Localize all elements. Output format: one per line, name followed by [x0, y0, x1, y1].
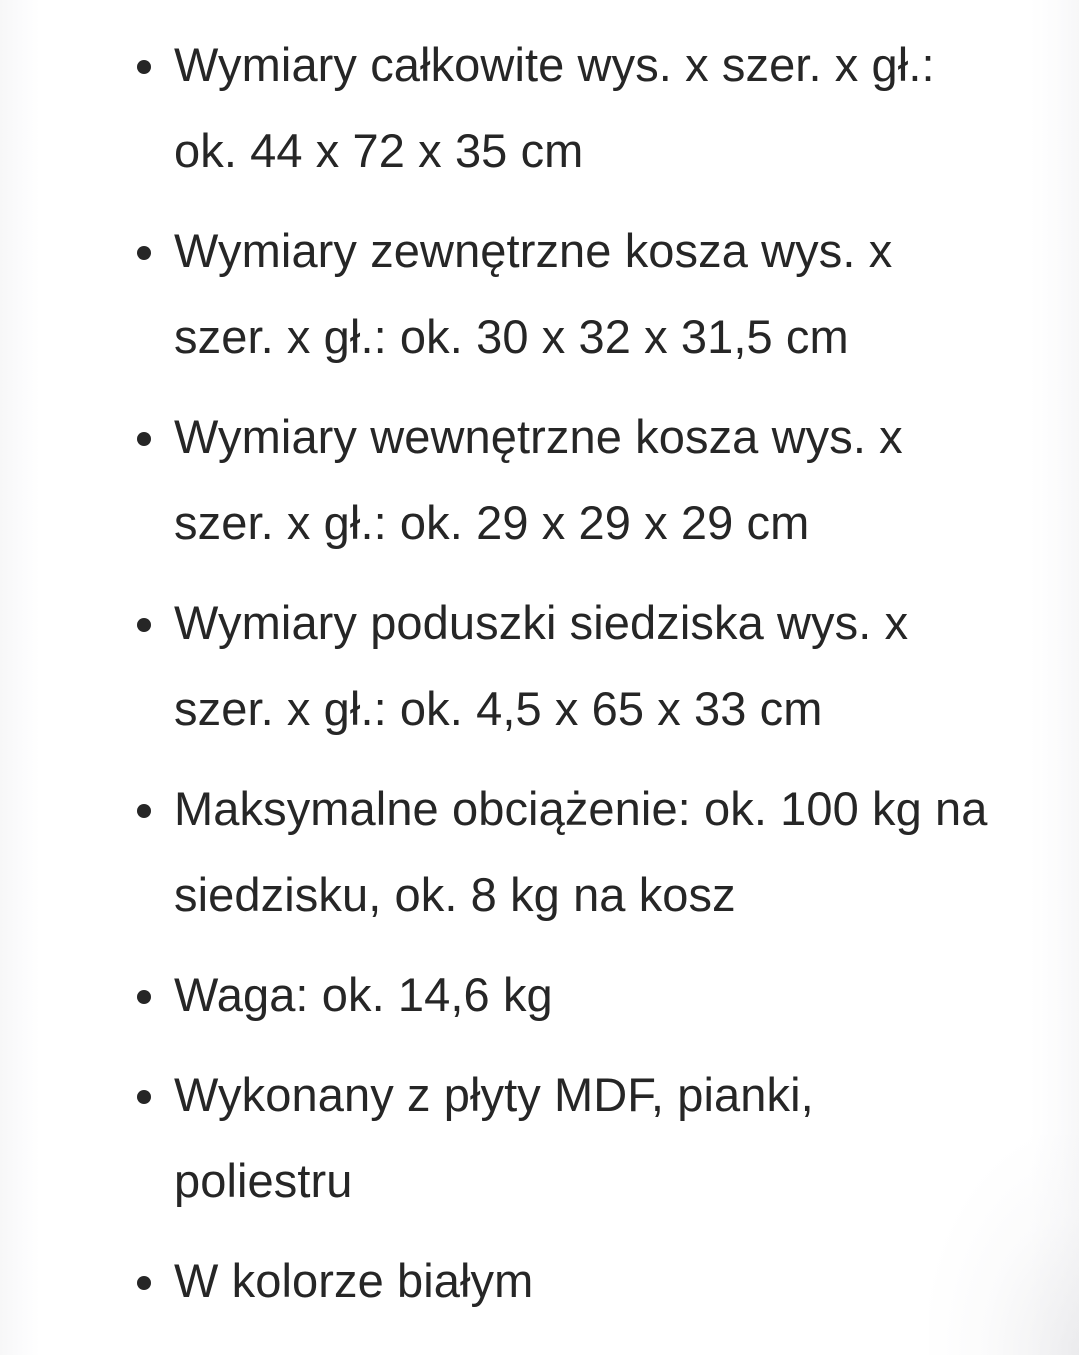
list-item [0, 766, 1079, 938]
bullet-icon [137, 618, 151, 632]
list-item [0, 580, 1079, 752]
list-item-text: Waga: ok. 14,6 kg [174, 968, 553, 1021]
list-item-text: Wymiary poduszki siedziska wys. x szer. x gł.: ok. 4,5 x 65 x 33 cm [174, 596, 909, 735]
bullet-icon [137, 246, 151, 260]
list-item [0, 394, 1079, 566]
list-item-text: Wykonany z płyty MDF, pianki, poliestru [174, 1068, 814, 1207]
list-item-text: Wymiary zewnętrzne kosza wys. x szer. x gł.: ok. 30 x 32 x 31,5 cm [174, 224, 893, 363]
list-item [0, 208, 1079, 380]
bullet-icon [137, 1276, 151, 1290]
bullet-icon [137, 60, 151, 74]
bullet-icon [137, 432, 151, 446]
specification-list [0, 22, 1079, 1338]
bullet-icon [137, 1090, 151, 1104]
list-item [0, 952, 1079, 1038]
bullet-icon [137, 804, 151, 818]
list-item-text: Wymiary wewnętrzne kosza wys. x szer. x gł.: ok. 29 x 29 x 29 cm [174, 410, 903, 549]
list-item-text: Maksymalne obciążenie: ok. 100 kg na siedzisku, ok. 8 kg na kosz [174, 782, 988, 921]
list-item [0, 1238, 1079, 1324]
list-item [0, 22, 1079, 194]
list-item-text: W kolorze białym [174, 1254, 534, 1307]
list-item-text: Wymiary całkowite wys. x szer. x gł.: ok. 44 x 72 x 35 cm [174, 38, 935, 177]
bullet-icon [137, 990, 151, 1004]
list-item [0, 1052, 1079, 1224]
